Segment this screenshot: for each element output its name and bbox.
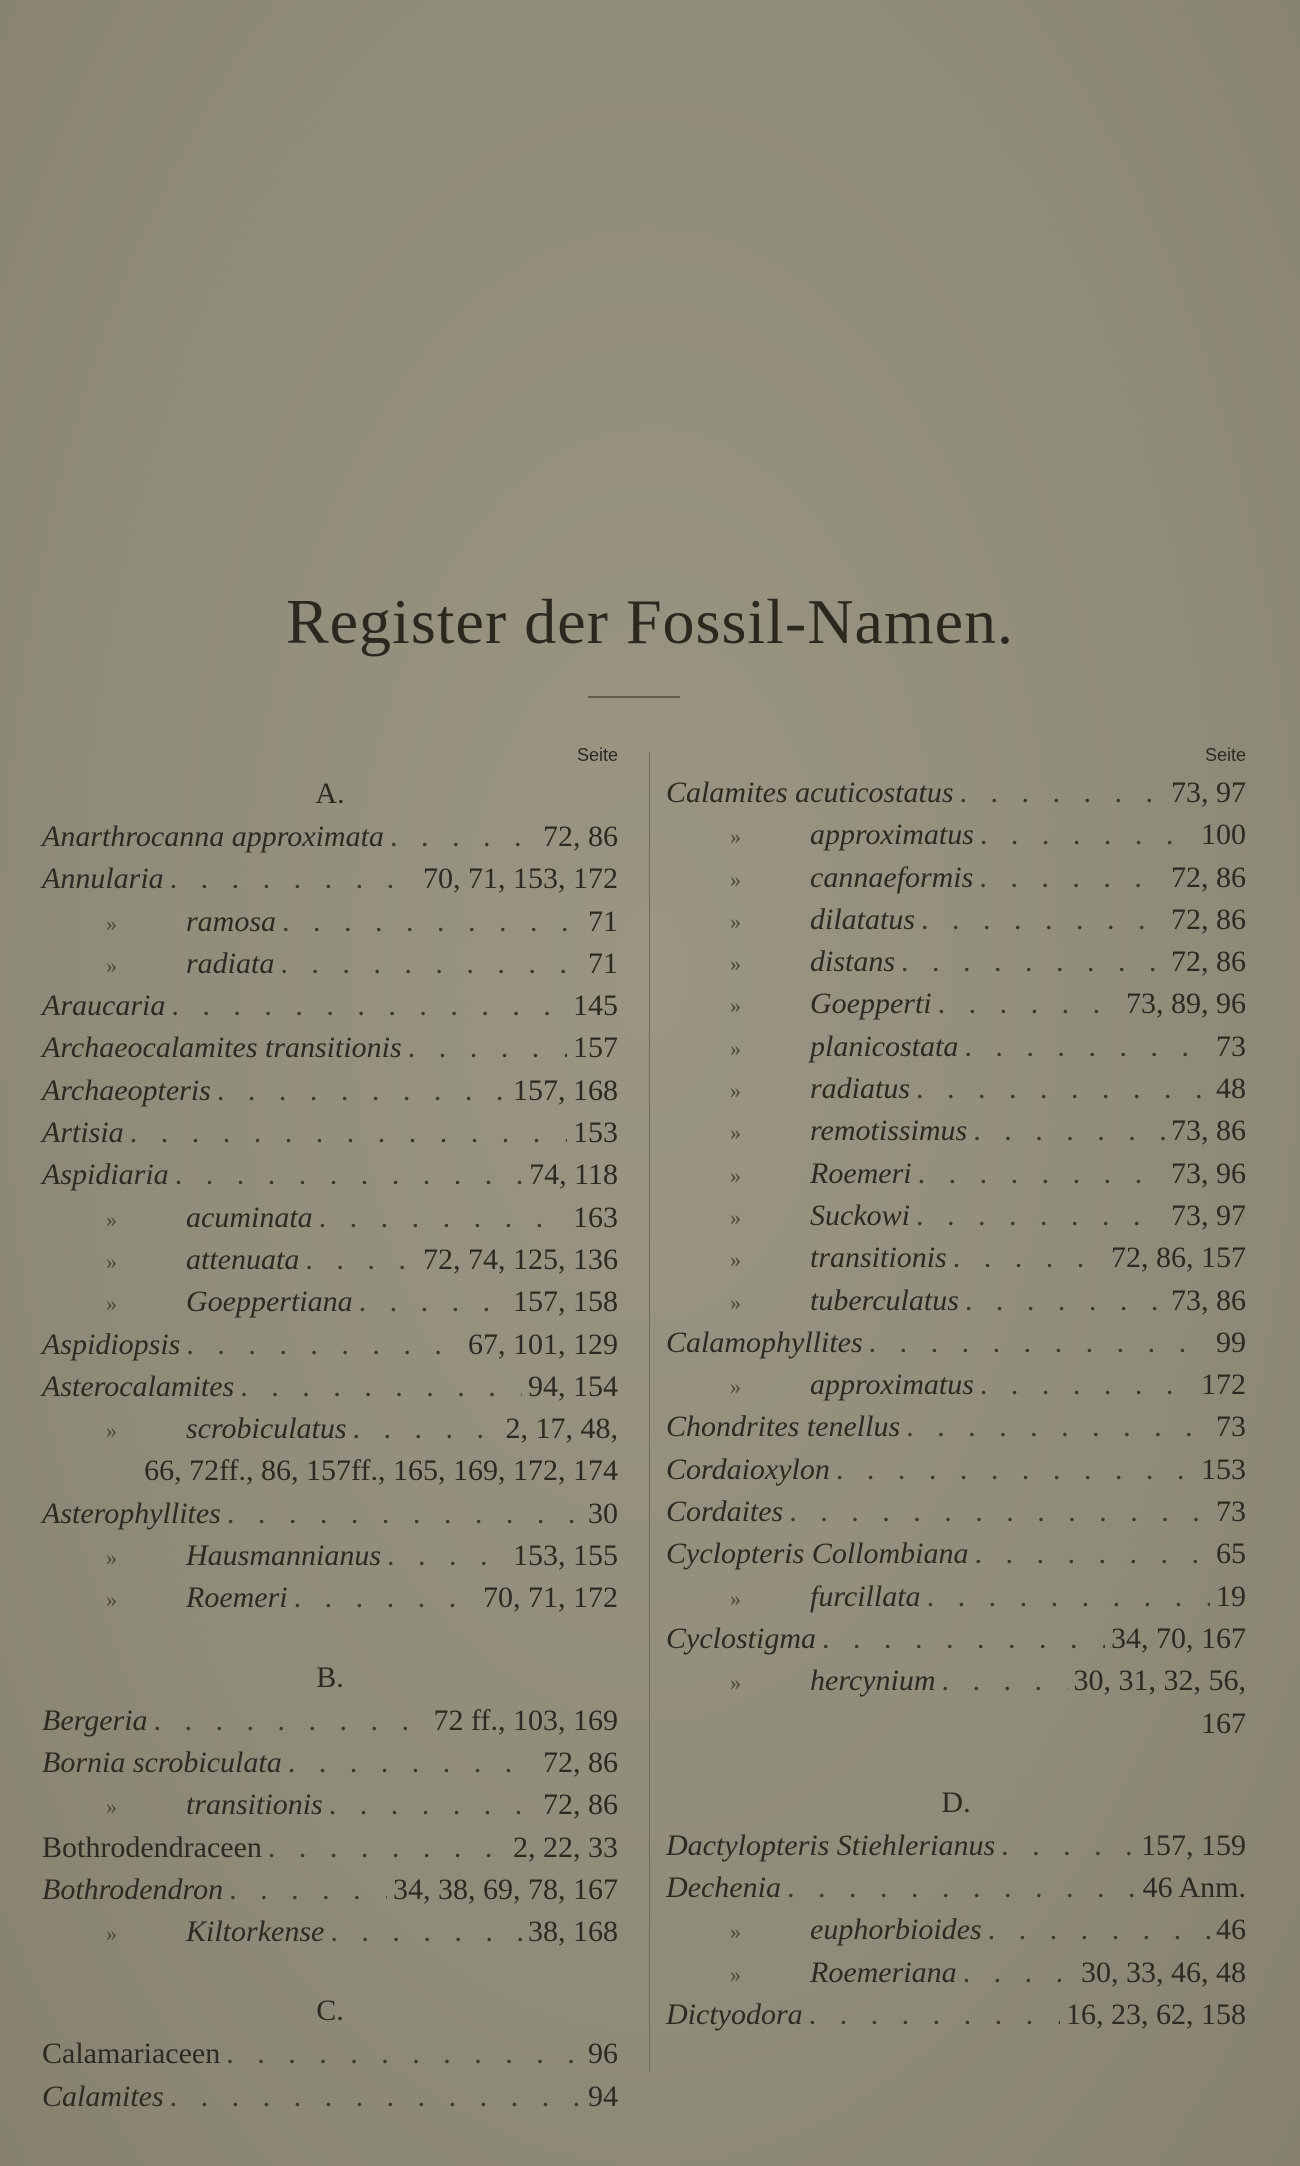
entry-name: acuminata <box>186 1200 313 1234</box>
entry-name: Dechenia <box>666 1871 781 1905</box>
dot-leader <box>963 1952 1075 1994</box>
entry-name: Asterophyllites <box>42 1496 221 1530</box>
ditto-mark: » <box>106 1921 117 1947</box>
dot-leader <box>979 857 1165 899</box>
index-entry <box>666 1026 1246 1068</box>
entry-pages: 19 <box>1216 1579 1246 1613</box>
entry-name: radiatus <box>810 1072 911 1106</box>
entry-name: Cyclopteris Collombiana <box>666 1537 969 1571</box>
entry-pages: 72, 86 <box>1171 945 1246 979</box>
index-entry <box>42 1197 618 1239</box>
entry-pages: 73, 86 <box>1171 1283 1246 1317</box>
index-entry <box>42 1281 618 1323</box>
entry-pages: 73 <box>1216 1410 1246 1444</box>
ditto-mark: » <box>106 1545 117 1571</box>
entries-c <box>42 2033 618 2118</box>
entry-name: Aspidiaria <box>42 1158 169 1192</box>
section-letter-a: A. <box>315 777 345 810</box>
ditto-mark: » <box>730 1035 741 1061</box>
entry-pages: 70, 71, 153, 172 <box>423 862 618 896</box>
ditto-mark: » <box>106 1418 117 1444</box>
seite-header-left: Seite <box>576 745 618 765</box>
entry-pages: 30, 31, 32, 56, <box>1073 1664 1246 1698</box>
dot-leader <box>229 1869 387 1911</box>
entry-pages: 71 <box>588 904 618 938</box>
dot-leader <box>901 941 1165 983</box>
dot-leader <box>226 2033 582 2075</box>
right-column <box>666 740 1246 2036</box>
entry-name: euphorbioides <box>810 1913 982 1947</box>
entry-name: Cordaites <box>666 1495 784 1529</box>
index-entry <box>666 1406 1246 1448</box>
entry-pages: 72, 86, 157 <box>1111 1241 1246 1275</box>
entry-name: tuberculatus <box>810 1283 959 1317</box>
dot-leader <box>329 1784 537 1826</box>
page-title: Register der Fossil-Namen. <box>285 586 1015 657</box>
entry-pages: 73, 89, 96 <box>1126 987 1246 1021</box>
index-entry <box>42 901 618 943</box>
entry-name: Archaeocalamites transitionis <box>42 1031 402 1065</box>
dot-leader <box>390 816 537 858</box>
ditto-mark: » <box>730 908 741 934</box>
ditto-mark: » <box>730 1162 741 1188</box>
entry-pages: 96 <box>588 2037 618 2071</box>
index-entry <box>666 857 1246 899</box>
entry-pages: 2, 17, 48, <box>505 1412 618 1446</box>
entry-name: Calamites <box>42 2079 164 2113</box>
entry-name: Kiltorkense <box>186 1915 325 1949</box>
entry-pages: 73, 96 <box>1171 1156 1246 1190</box>
entry-name: Bergeria <box>42 1703 148 1737</box>
entry-name: attenuata <box>186 1242 300 1276</box>
entry-name: planicostata <box>810 1029 959 1063</box>
index-entry <box>42 1700 618 1742</box>
dot-leader <box>353 1408 500 1450</box>
index-entry <box>42 1112 618 1154</box>
dot-leader <box>240 1366 522 1408</box>
ditto-mark: » <box>730 1204 741 1230</box>
seite-header-right: Seite <box>1204 745 1246 765</box>
ditto-mark: » <box>730 1247 741 1273</box>
index-entry <box>42 1535 618 1577</box>
ditto-mark: » <box>106 1587 117 1613</box>
entry-name: Calamophyllites <box>666 1325 863 1359</box>
entry-pages: 71 <box>588 946 618 980</box>
ditto-mark: » <box>106 1291 117 1317</box>
index-entry <box>666 1195 1246 1237</box>
entry-name: ramosa <box>186 904 277 938</box>
ditto-mark: » <box>730 866 741 892</box>
index-entry <box>42 1027 618 1069</box>
entry-pages: 48 <box>1216 1072 1246 1106</box>
dot-leader <box>973 1110 1165 1152</box>
column-divider <box>649 752 650 2072</box>
entry-pages: 72, 86 <box>1171 902 1246 936</box>
index-entry <box>666 941 1246 983</box>
entry-name: cannaeformis <box>810 860 974 894</box>
index-entry <box>42 1366 618 1408</box>
entry-name: remotissimus <box>810 1114 968 1148</box>
entry-pages: 34, 38, 69, 78, 167 <box>393 1872 618 1906</box>
dot-leader <box>938 983 1120 1025</box>
dot-leader <box>921 899 1165 941</box>
index-entry <box>42 1324 618 1366</box>
ditto-mark: » <box>106 1248 117 1274</box>
dot-leader <box>280 943 582 985</box>
index-entry <box>666 772 1246 814</box>
ditto-mark: » <box>106 910 117 936</box>
entry-pages: 67, 101, 129 <box>468 1327 618 1361</box>
entry-name: transitionis <box>810 1241 947 1275</box>
dot-leader <box>927 1576 1210 1618</box>
index-entry <box>42 1869 618 1911</box>
entry-pages: 72, 86 <box>543 1745 618 1779</box>
entry-name: Bothrodendraceen <box>42 1830 262 1864</box>
ditto-mark: » <box>730 1120 741 1146</box>
entry-name: Roemeri <box>810 1156 912 1190</box>
ditto-mark: » <box>730 1289 741 1315</box>
entry-pages: 100 <box>1201 818 1246 852</box>
dot-leader <box>294 1577 477 1619</box>
dot-leader <box>787 1867 1137 1909</box>
index-entry <box>42 943 618 985</box>
entry-name: Araucaria <box>42 989 166 1023</box>
dot-leader <box>330 1911 522 1953</box>
entry-pages: 157, 159 <box>1141 1828 1246 1862</box>
entry-name: Bothrodendron <box>42 1872 224 1906</box>
entry-name: Dactylopteris Stiehlerianus <box>666 1828 996 1862</box>
index-entry <box>666 983 1246 1025</box>
entry-pages: 2, 22, 33 <box>513 1830 618 1864</box>
index-entry <box>42 1493 618 1535</box>
dot-leader <box>916 1195 1165 1237</box>
entries-c-continued <box>666 772 1246 1745</box>
entry-pages: 73, 86 <box>1171 1114 1246 1148</box>
entry-pages: 72, 86 <box>543 1788 618 1822</box>
dot-leader <box>980 1364 1195 1406</box>
dot-leader <box>988 1909 1210 1951</box>
entry-name: Artisia <box>42 1116 124 1150</box>
entry-name: Chondrites tenellus <box>666 1410 901 1444</box>
index-entry <box>42 1742 618 1784</box>
dot-leader <box>789 1491 1210 1533</box>
index-entry <box>42 985 618 1027</box>
dot-leader <box>217 1070 507 1112</box>
entry-name: Calamariaceen <box>42 2037 221 2071</box>
index-entry <box>42 1784 618 1826</box>
entry-pages: 72, 86 <box>1171 860 1246 894</box>
index-entry <box>666 1867 1246 1909</box>
entry-name: Dictyodora <box>666 1998 803 2032</box>
entry-name: Roemeriana <box>810 1955 957 1989</box>
entry-pages: 73 <box>1216 1495 1246 1529</box>
entry-name: approximatus <box>810 818 974 852</box>
dot-leader <box>964 1026 1210 1068</box>
entry-pages: 30, 33, 46, 48 <box>1081 1955 1246 1989</box>
entry-name: Asterocalamites <box>42 1369 235 1403</box>
dot-leader <box>836 1449 1195 1491</box>
dot-leader <box>809 1994 1060 2036</box>
dot-leader <box>305 1239 417 1281</box>
dot-leader <box>980 814 1195 856</box>
dot-leader <box>175 1154 523 1196</box>
entry-pages: 157, 158 <box>513 1285 618 1319</box>
ditto-mark: » <box>730 951 741 977</box>
entry-name: Suckowi <box>810 1198 910 1232</box>
entry-pages: 70, 71, 172 <box>483 1581 618 1615</box>
entry-pages: 153 <box>573 1116 618 1150</box>
ditto-mark: » <box>730 993 741 1019</box>
index-entry <box>42 2076 618 2118</box>
index-entry <box>42 816 618 858</box>
entry-pages: 46 <box>1216 1913 1246 1947</box>
index-entry <box>42 1408 618 1450</box>
index-entry <box>666 1618 1246 1660</box>
index-entry <box>666 1825 1246 1867</box>
ditto-mark: » <box>730 1078 741 1104</box>
index-entry <box>666 814 1246 856</box>
index-entry <box>666 1280 1246 1322</box>
entry-pages: 72, 86 <box>543 820 618 853</box>
entries-d <box>666 1825 1246 2036</box>
ditto-mark: » <box>730 1961 741 1987</box>
index-entry <box>42 1827 618 1869</box>
entry-name: approximatus <box>810 1368 974 1402</box>
entry-name: radiata <box>186 946 275 980</box>
index-entry <box>666 1237 1246 1279</box>
entry-pages: 46 Anm. <box>1142 1871 1246 1905</box>
entry-name: Anarthrocanna approximata <box>42 820 384 853</box>
dot-leader <box>282 901 582 943</box>
section-letter-d: D. <box>941 1785 971 1819</box>
index-entry <box>666 1322 1246 1364</box>
dot-leader <box>387 1535 507 1577</box>
entry-pages: 172 <box>1201 1368 1246 1402</box>
ditto-mark: » <box>730 1919 741 1945</box>
entry-continuation: 66, 72ff., 86, 157ff., 165, 169, 172, 174 <box>144 1454 618 1488</box>
dot-leader <box>960 772 1166 814</box>
index-entry <box>666 1153 1246 1195</box>
ditto-mark: » <box>730 1585 741 1611</box>
dot-leader <box>268 1827 507 1869</box>
entry-name: Calamites acuticostatus <box>666 776 954 809</box>
index-entry <box>666 1110 1246 1152</box>
entry-pages: 38, 168 <box>528 1915 618 1949</box>
dot-leader <box>408 1027 567 1069</box>
index-entry <box>666 1994 1246 2036</box>
dot-leader <box>170 2076 582 2118</box>
dot-leader <box>975 1533 1211 1575</box>
entry-name: Cyclostigma <box>666 1621 816 1655</box>
entry-pages: 72, 74, 125, 136 <box>423 1242 618 1276</box>
index-entry <box>666 899 1246 941</box>
index-entry <box>42 1154 618 1196</box>
ditto-mark: » <box>106 952 117 978</box>
entry-name: Aspidiopsis <box>42 1327 181 1361</box>
entry-pages: 30 <box>588 1496 618 1530</box>
entry-name: furcillata <box>810 1579 921 1613</box>
dot-leader <box>869 1322 1210 1364</box>
entry-pages: 73, 97 <box>1171 1198 1246 1232</box>
entry-pages: 73, 97 <box>1171 776 1246 809</box>
index-entry <box>666 1533 1246 1575</box>
entry-pages: 153 <box>1201 1452 1246 1486</box>
entry-name: Annularia <box>42 862 164 896</box>
index-entry <box>42 858 618 900</box>
entry-name: distans <box>810 945 896 979</box>
dot-leader <box>822 1618 1105 1660</box>
index-entry <box>42 1911 618 1953</box>
entry-pages: 157 <box>573 1031 618 1065</box>
entry-pages: 65 <box>1216 1537 1246 1571</box>
index-entry <box>666 1576 1246 1618</box>
entry-name: hercynium <box>810 1664 936 1698</box>
entry-name: Goepperti <box>810 987 932 1021</box>
entries-a <box>42 816 618 1620</box>
dot-leader <box>916 1068 1210 1110</box>
entry-name: Bornia scrobiculata <box>42 1745 282 1779</box>
index-entry <box>666 1449 1246 1491</box>
ditto-mark: » <box>106 1206 117 1232</box>
dot-leader <box>171 985 567 1027</box>
dot-leader <box>953 1237 1105 1279</box>
index-entry <box>42 1239 618 1281</box>
dot-leader <box>359 1281 507 1323</box>
entry-pages: 157, 168 <box>513 1073 618 1107</box>
index-entry <box>666 1909 1246 1951</box>
dot-leader <box>154 1700 428 1742</box>
title-rule <box>588 696 680 698</box>
ditto-mark: » <box>730 1670 741 1696</box>
ditto-mark: » <box>730 1374 741 1400</box>
dot-leader <box>918 1153 1165 1195</box>
entry-pages: 94, 154 <box>528 1369 618 1403</box>
index-entry <box>666 1660 1246 1702</box>
section-letter-c: C. <box>316 1994 344 2028</box>
dot-leader <box>319 1197 567 1239</box>
entry-name: Goeppertiana <box>186 1285 353 1319</box>
entry-continuation: 167 <box>1201 1706 1246 1740</box>
dot-leader <box>1001 1825 1135 1867</box>
index-entry <box>666 1364 1246 1406</box>
entry-name: Roemeri <box>186 1581 288 1615</box>
entry-name: Cordaioxylon <box>666 1452 830 1486</box>
dot-leader <box>942 1660 1068 1702</box>
dot-leader <box>965 1280 1165 1322</box>
left-column <box>42 740 618 2118</box>
entry-pages: 145 <box>573 989 618 1023</box>
index-entry <box>42 2033 618 2075</box>
entry-pages: 94 <box>588 2079 618 2113</box>
index-entry <box>42 1070 618 1112</box>
entry-pages: 72 ff., 103, 169 <box>433 1703 618 1737</box>
entry-name: Hausmannianus <box>186 1539 382 1573</box>
entry-pages: 153, 155 <box>513 1539 618 1573</box>
entry-pages: 74, 118 <box>529 1158 618 1192</box>
entry-pages: 34, 70, 167 <box>1111 1621 1246 1655</box>
dot-leader <box>170 858 417 900</box>
index-entry <box>666 1068 1246 1110</box>
dot-leader <box>906 1406 1210 1448</box>
dot-leader <box>130 1112 567 1154</box>
entry-pages: 16, 23, 62, 158 <box>1066 1998 1246 2032</box>
dot-leader <box>186 1324 462 1366</box>
index-entry <box>666 1491 1246 1533</box>
entry-name: transitionis <box>186 1788 323 1822</box>
dot-leader <box>288 1742 537 1784</box>
entry-name: Archaeopteris <box>42 1073 211 1107</box>
dot-leader <box>227 1493 582 1535</box>
entry-pages: 73 <box>1216 1029 1246 1063</box>
ditto-mark: » <box>730 824 741 850</box>
entry-pages: 99 <box>1216 1325 1246 1359</box>
index-entry <box>666 1952 1246 1994</box>
entry-name: dilatatus <box>810 902 916 936</box>
entry-pages: 163 <box>573 1200 618 1234</box>
section-letter-b: B. <box>316 1660 344 1694</box>
entry-name: scrobiculatus <box>186 1412 347 1446</box>
ditto-mark: » <box>106 1794 117 1820</box>
index-entry <box>42 1577 618 1619</box>
entries-b <box>42 1700 618 1954</box>
